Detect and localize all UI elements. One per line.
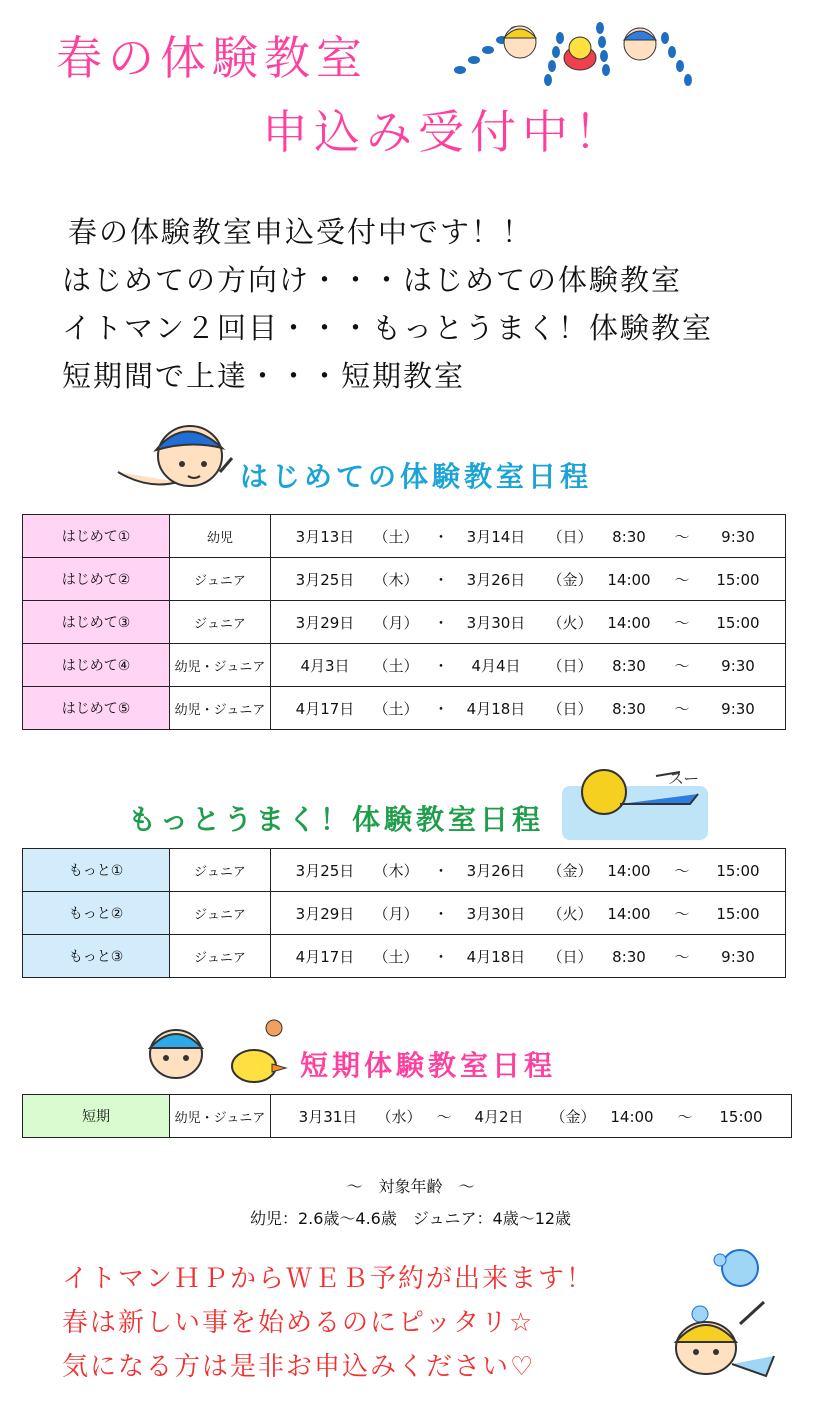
swimmer-boy-illustration	[108, 412, 238, 507]
schedule-t2: 9:30	[721, 947, 755, 966]
schedule-w2: （日）	[547, 527, 593, 546]
schedule-w1: （水）	[376, 1107, 422, 1126]
schedule-til: ～	[674, 699, 690, 718]
age-detail: 幼児：2.6歳～4.6歳 ジュニア：4歳～12歳	[249, 1209, 572, 1228]
schedule-t1: 14:00	[610, 1107, 654, 1126]
schedule-w2: （日）	[547, 699, 593, 718]
age-heading: ～ 対象年齢 ～	[346, 1177, 475, 1196]
schedule-cell	[271, 1095, 792, 1138]
schedule-t2: 15:00	[719, 1107, 763, 1126]
class-name-cell: 短期	[23, 1095, 170, 1138]
schedule-t2: 9:30	[721, 527, 755, 546]
class-name-cell: はじめて②	[23, 558, 170, 601]
schedule-d2: 3月30日	[466, 613, 526, 632]
schedule-w2: （金）	[547, 570, 593, 589]
schedule-w1: （月）	[373, 904, 419, 923]
schedule-d2: 3月26日	[466, 861, 526, 880]
schedule-d2: 4月4日	[471, 656, 521, 675]
schedule-w1: （木）	[373, 570, 419, 589]
intro-line-1: 春の体験教室申込受付中です！！	[68, 215, 534, 249]
class-name-cell: はじめて①	[23, 515, 170, 558]
schedule-d1: 3月29日	[295, 904, 355, 923]
schedule-cell	[271, 687, 786, 730]
level-cell: ジュニア	[170, 601, 271, 644]
table-row	[23, 935, 786, 978]
schedule-cell	[271, 601, 786, 644]
schedule-cell	[271, 849, 786, 892]
class-name-cell: はじめて③	[23, 601, 170, 644]
schedule-w2: （日）	[547, 947, 593, 966]
schedule-til: ～	[674, 656, 690, 675]
class-name-cell: はじめて④	[23, 644, 170, 687]
schedule-til: ～	[674, 947, 690, 966]
schedule-t1: 8:30	[612, 527, 646, 546]
schedule-table-hajimete	[22, 514, 786, 730]
table-row	[23, 515, 786, 558]
schedule-til: ～	[674, 904, 690, 923]
schedule-t2: 15:00	[716, 570, 760, 589]
schedule-w1: （木）	[373, 861, 419, 880]
schedule-d1: 4月3日	[300, 656, 350, 675]
swimmer-goggles-illustration	[560, 764, 710, 842]
schedule-sep: ・	[433, 947, 449, 966]
schedule-til: ～	[674, 570, 690, 589]
svg-text:スー: スー	[668, 769, 700, 788]
schedule-cell	[271, 935, 786, 978]
level-cell: 幼児	[170, 515, 271, 558]
schedule-t2: 9:30	[721, 656, 755, 675]
class-name-cell: もっと③	[23, 935, 170, 978]
table-row	[23, 601, 786, 644]
schedule-til: ～	[674, 861, 690, 880]
schedule-table-tanki	[22, 1094, 792, 1138]
class-name-cell: もっと②	[23, 892, 170, 935]
schedule-d1: 3月31日	[298, 1107, 358, 1126]
schedule-d1: 4月17日	[295, 947, 355, 966]
table-row	[23, 558, 786, 601]
schedule-t1: 8:30	[612, 656, 646, 675]
closing-line-1: イトマンＨＰからＷＥＢ予約が出来ます！	[62, 1264, 595, 1294]
schedule-w2: （火）	[547, 904, 593, 923]
class-name-cell: もっと①	[23, 849, 170, 892]
section-title-tanki: 短期体験教室日程	[300, 1049, 557, 1082]
swimmer-duck-illustration	[136, 1012, 296, 1088]
schedule-d1: 4月17日	[295, 699, 355, 718]
closing-line-2: 春は新しい事を始めるのにピッタリ☆	[62, 1308, 535, 1338]
schedule-w1: （土）	[373, 699, 419, 718]
schedule-d1: 3月13日	[295, 527, 355, 546]
schedule-sep: ・	[433, 656, 449, 675]
schedule-d2: 4月18日	[466, 699, 526, 718]
table-row	[23, 687, 786, 730]
schedule-w1: （土）	[373, 947, 419, 966]
level-cell: 幼児・ジュニア	[170, 644, 271, 687]
swimmer-girl-illustration	[640, 1244, 790, 1394]
table-row	[23, 1095, 792, 1138]
schedule-d1: 3月29日	[295, 613, 355, 632]
schedule-t2: 15:00	[716, 613, 760, 632]
lane-swimmers-illustration	[440, 8, 710, 88]
schedule-t1: 8:30	[612, 947, 646, 966]
class-name-cell: はじめて⑤	[23, 687, 170, 730]
schedule-w2: （金）	[547, 861, 593, 880]
schedule-d2: 4月2日	[474, 1107, 524, 1126]
schedule-w1: （土）	[373, 527, 419, 546]
intro-line-3: イトマン２回目・・・もっとうまく！体験教室	[62, 311, 714, 345]
schedule-w1: （土）	[373, 656, 419, 675]
schedule-t1: 14:00	[607, 861, 651, 880]
closing-line-3: 気になる方は是非お申込みください♡	[62, 1352, 536, 1382]
schedule-sep: ・	[433, 613, 449, 632]
level-cell: 幼児・ジュニア	[170, 687, 271, 730]
schedule-w1: （月）	[373, 613, 419, 632]
schedule-w2: （日）	[547, 656, 593, 675]
schedule-sep: ～	[436, 1107, 452, 1126]
title-line-2: 申込み受付中！	[262, 105, 626, 159]
schedule-sep: ・	[433, 861, 449, 880]
table-row	[23, 849, 786, 892]
schedule-d2: 4月18日	[466, 947, 526, 966]
schedule-cell	[271, 515, 786, 558]
schedule-w2: （火）	[547, 613, 593, 632]
schedule-sep: ・	[433, 570, 449, 589]
schedule-til: ～	[677, 1107, 693, 1126]
intro-line-2: はじめての方向け・・・はじめての体験教室	[62, 263, 683, 297]
schedule-t2: 15:00	[716, 861, 760, 880]
section-title-hajimete: はじめての体験教室日程	[240, 460, 593, 493]
schedule-t1: 14:00	[607, 613, 651, 632]
schedule-t2: 15:00	[716, 904, 760, 923]
schedule-til: ～	[674, 527, 690, 546]
schedule-table-motto	[22, 848, 786, 978]
schedule-w2: （金）	[550, 1107, 596, 1126]
schedule-til: ～	[674, 613, 690, 632]
level-cell: ジュニア	[170, 935, 271, 978]
schedule-cell	[271, 558, 786, 601]
intro-line-4: 短期間で上達・・・短期教室	[62, 359, 466, 393]
schedule-t2: 9:30	[721, 699, 755, 718]
schedule-t1: 14:00	[607, 904, 651, 923]
table-row	[23, 892, 786, 935]
level-cell: ジュニア	[170, 892, 271, 935]
schedule-t1: 8:30	[612, 699, 646, 718]
title-line-1: 春の体験教室	[56, 31, 368, 85]
schedule-cell	[271, 644, 786, 687]
level-cell: 幼児・ジュニア	[170, 1095, 271, 1138]
schedule-sep: ・	[433, 904, 449, 923]
schedule-d2: 3月30日	[466, 904, 526, 923]
level-cell: ジュニア	[170, 849, 271, 892]
schedule-t1: 14:00	[607, 570, 651, 589]
schedule-sep: ・	[433, 699, 449, 718]
section-title-motto: もっとうまく！体験教室日程	[128, 803, 545, 836]
schedule-d2: 3月26日	[466, 570, 526, 589]
schedule-sep: ・	[433, 527, 449, 546]
schedule-d1: 3月25日	[295, 570, 355, 589]
table-row	[23, 644, 786, 687]
level-cell: ジュニア	[170, 558, 271, 601]
schedule-cell	[271, 892, 786, 935]
schedule-d1: 3月25日	[295, 861, 355, 880]
schedule-d2: 3月14日	[466, 527, 526, 546]
